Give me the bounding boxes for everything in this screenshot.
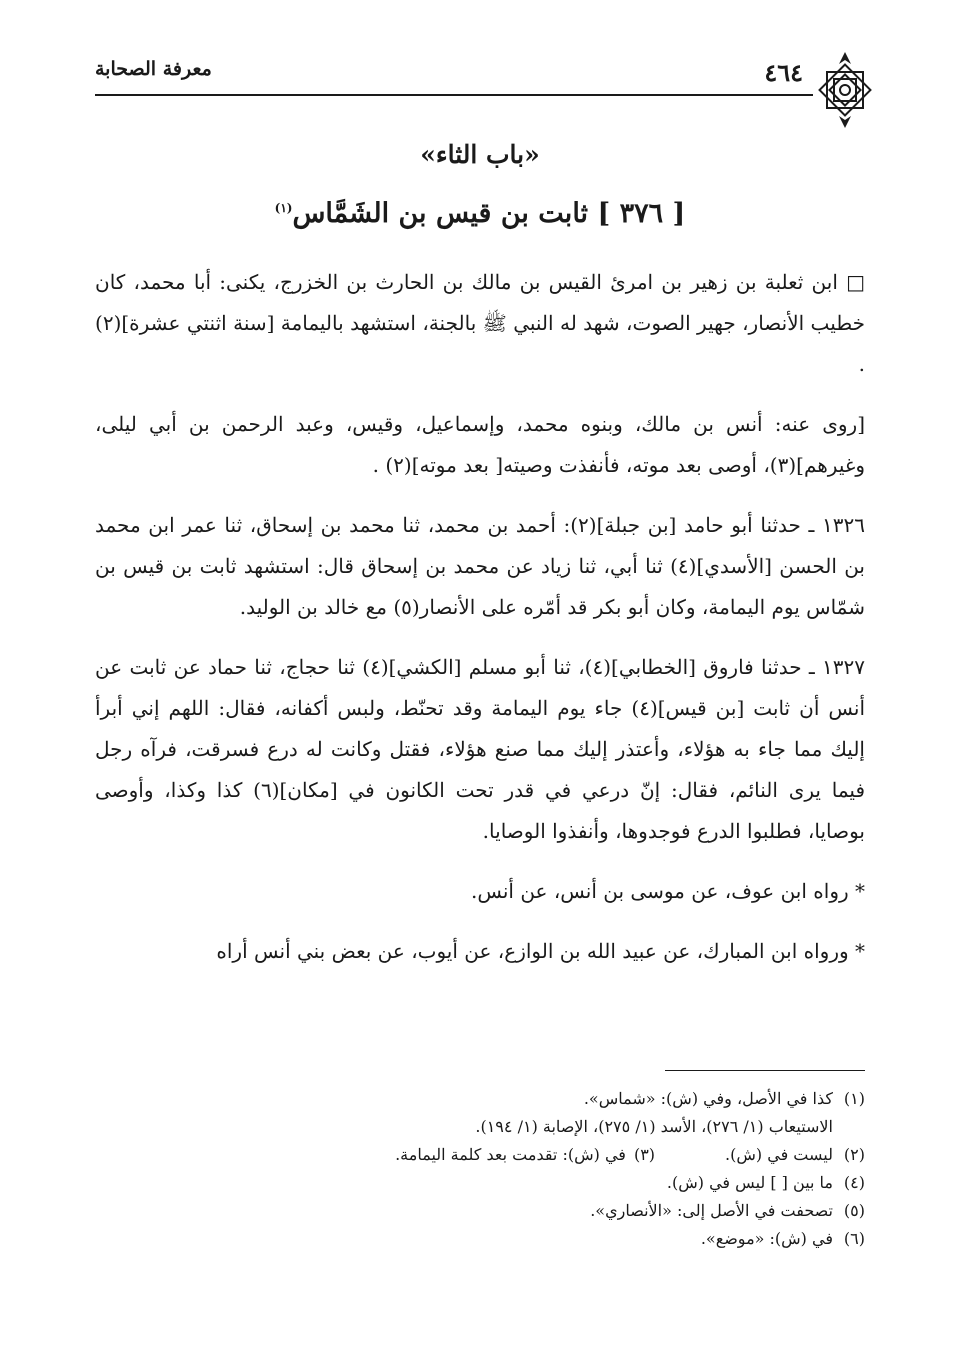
footnote-number: (٥) xyxy=(843,1201,865,1220)
footnote-text: في (ش): تقدمت بعد كلمة اليمامة. xyxy=(395,1145,626,1164)
footnote-number: (٦) xyxy=(843,1229,865,1248)
footnote-6 xyxy=(95,1225,865,1253)
page-header xyxy=(95,40,875,136)
entry-title-text: [ ٣٧٦ ] ثابت بن قيس بن الشَمَّاس xyxy=(292,198,686,229)
paragraph-narration-ibn-mubarak: * ورواه ابن المبارك، عن عبيد الله بن الوازع، عن أيوب، عن بعض بني أنس أراه xyxy=(216,939,865,963)
footnote-text: كذا في الأصل، وفي (ش): «شماس». xyxy=(583,1089,833,1108)
footnote-number: (٢) xyxy=(843,1145,865,1164)
footnote-4 xyxy=(95,1169,865,1197)
paragraph-narration-ibn-awf: * رواه ابن عوف، عن موسى بن أنس، عن أنس. xyxy=(470,879,865,903)
entry-title-footnote-ref: (١) xyxy=(274,201,293,215)
chapter-title: «باب الثاء» xyxy=(420,140,540,169)
footnote-text: الاستيعاب (١/ ٢٧٦)، الأسد (١/ ٢٧٥)، الإصابة (١/ ١٩٤). xyxy=(475,1117,833,1136)
footnote-1-sources xyxy=(95,1113,865,1141)
body-text xyxy=(95,262,865,991)
entry-title xyxy=(0,198,960,229)
footnote-number: (١) xyxy=(843,1089,865,1108)
paragraph-narrators: [روى عنه: أنس بن مالك، وبنوه محمد، وإسماعيل، وقيس، وعبد الرحمن بن أبي ليلى، وغيرهم](٣)، أوصى بعد موته، فأنفذت وصيته[ بعد موته](٢) . xyxy=(95,412,865,477)
footnote-number: (٤) xyxy=(843,1173,865,1192)
footnote-text: ما بين [ ] ليس في (ش). xyxy=(666,1173,833,1192)
footnote-2-3 xyxy=(95,1141,865,1169)
running-title: معرفة الصحابة xyxy=(95,58,212,80)
header-rule xyxy=(95,94,813,96)
footnote-text: في (ش): «موضع». xyxy=(700,1229,833,1248)
octagram-ornament-icon xyxy=(815,50,875,130)
footnote-1 xyxy=(95,1085,865,1113)
paragraph-hadith-1326: ١٣٢٦ ـ حدثنا أبو حامد [بن جبلة](٢): أحمد بن محمد، ثنا محمد بن إسحاق، ثنا عمر ابن محمد بن الحسن [الأسدي](٤) ثنا أبي، ثنا زياد عن محمد بن إسحاق قال: استشهد ثابت بن قيس بن شمّاس يوم اليمامة، وكان أبو بكر قد أمّره على الأنصار(٥) مع خالد بن الوليد. xyxy=(95,513,865,619)
footnote-5 xyxy=(95,1197,865,1225)
page-number: ٤٦٤ xyxy=(764,58,803,87)
paragraph-biography: □ ابن ثعلبة بن زهير بن امرئ القيس بن مالك بن الحارث بن الخزرج، يكنى: أبا محمد، كان خطيب الأنصار، جهير الصوت، شهد له النبي ﷺ بالجنة، استشهد باليمامة [سنة اثنتي عشرة](٢) . xyxy=(95,270,865,376)
footnote-rule xyxy=(665,1070,865,1071)
paragraph-hadith-1327: ١٣٢٧ ـ حدثنا فاروق [الخطابي](٤)، ثنا أبو مسلم [الكشي](٤) ثنا حجاج، ثنا حماد عن ثابت عن أنس أن ثابت [بن قيس](٤) جاء يوم اليمامة وقد تحنّط، ولبس أكفانه، فقال: اللهم إني أبرأ إليك مما جاء به هؤلاء، وأعتذر إليك مما صنع هؤلاء، فقتل وكانت له درع فسرقت، فرآه رجل فيما يرى النائم، فقال: إنّ درعي في قدر تحت الكانون في [مكان](٦) كذا وكذا، وأوصى بوصايا، فطلبوا الدرع فوجدوها، وأنفذوا الوصايا. xyxy=(95,655,866,843)
footnote-text: تصحفت في الأصل إلى: «الأنصاري». xyxy=(590,1201,833,1220)
footnotes xyxy=(95,1085,865,1253)
footnote-text: ليست في (ش). xyxy=(725,1145,833,1164)
footnote-number: (٣) xyxy=(633,1145,656,1164)
